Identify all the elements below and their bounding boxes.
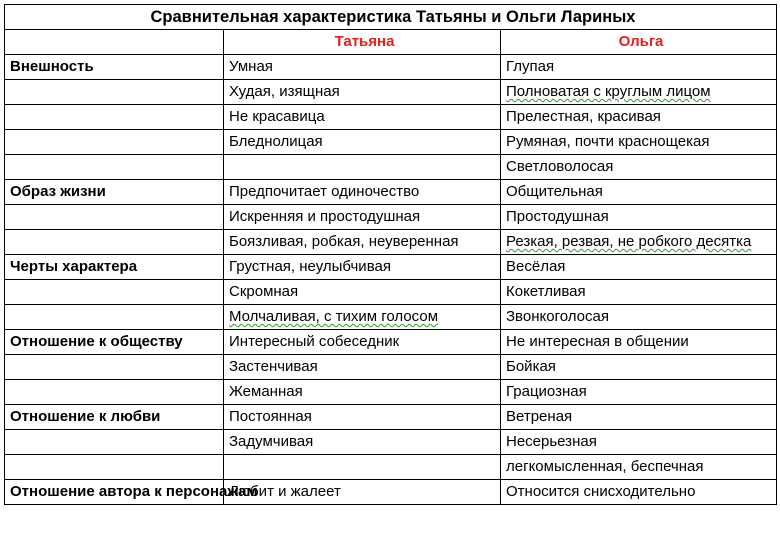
category-cell <box>5 430 224 455</box>
table-row <box>5 380 777 405</box>
olga-cell: легкомысленная, беспечная <box>501 455 777 480</box>
olga-cell <box>501 230 777 255</box>
tatyana-cell <box>224 155 501 180</box>
tatyana-cell: Любит и жалеет <box>224 480 501 505</box>
category-cell: Черты характера <box>5 255 224 280</box>
tatyana-cell: Не красавица <box>224 105 501 130</box>
category-cell: Образ жизни <box>5 180 224 205</box>
table-row <box>5 430 777 455</box>
table-row <box>5 305 777 330</box>
category-cell <box>5 205 224 230</box>
table-row <box>5 355 777 380</box>
category-cell <box>5 105 224 130</box>
category-cell: Отношение автора к персонажам <box>5 480 224 505</box>
header-tatyana: Татьяна <box>224 30 501 55</box>
tatyana-cell: Постоянная <box>224 405 501 430</box>
table-row <box>5 255 777 280</box>
olga-text: Резкая, резвая, не робкого десятка <box>506 233 752 250</box>
olga-cell: Грациозная <box>501 380 777 405</box>
category-cell <box>5 305 224 330</box>
tatyana-cell: Интересный собеседник <box>224 330 501 355</box>
tatyana-cell: Скромная <box>224 280 501 305</box>
table-row <box>5 105 777 130</box>
table-row <box>5 480 777 505</box>
tatyana-cell: Жеманная <box>224 380 501 405</box>
tatyana-text: Молчаливая, с тихим голосом <box>229 308 439 325</box>
olga-cell: Весёлая <box>501 255 777 280</box>
title-row <box>5 5 777 30</box>
tatyana-cell: Умная <box>224 55 501 80</box>
tatyana-cell: Задумчивая <box>224 430 501 455</box>
table-row <box>5 55 777 80</box>
olga-cell <box>501 80 777 105</box>
category-cell: Внешность <box>5 55 224 80</box>
olga-cell: Бойкая <box>501 355 777 380</box>
tatyana-cell: Искренняя и простодушная <box>224 205 501 230</box>
header-row <box>5 30 777 55</box>
table-row <box>5 230 777 255</box>
tatyana-cell: Предпочитает одиночество <box>224 180 501 205</box>
olga-cell: Ветреная <box>501 405 777 430</box>
category-cell <box>5 80 224 105</box>
olga-cell: Светловолосая <box>501 155 777 180</box>
table-title: Сравнительная характеристика Татьяны и Ольги Лариных <box>5 5 777 30</box>
table-row <box>5 405 777 430</box>
category-cell <box>5 355 224 380</box>
comparison-table <box>4 4 777 505</box>
table-row <box>5 180 777 205</box>
olga-cell: Глупая <box>501 55 777 80</box>
tatyana-cell: Грустная, неулыбчивая <box>224 255 501 280</box>
category-cell <box>5 280 224 305</box>
olga-text: Полноватая с круглым лицом <box>506 83 711 100</box>
category-cell <box>5 130 224 155</box>
table-row <box>5 130 777 155</box>
tatyana-cell: Худая, изящная <box>224 80 501 105</box>
category-cell <box>5 230 224 255</box>
olga-cell: Не интересная в общении <box>501 330 777 355</box>
table-row <box>5 205 777 230</box>
table-row <box>5 455 777 480</box>
category-cell: Отношение к обществу <box>5 330 224 355</box>
category-cell <box>5 155 224 180</box>
table-row <box>5 155 777 180</box>
olga-cell: Румяная, почти краснощекая <box>501 130 777 155</box>
tatyana-cell <box>224 455 501 480</box>
olga-cell: Несерьезная <box>501 430 777 455</box>
olga-cell: Простодушная <box>501 205 777 230</box>
table-row <box>5 280 777 305</box>
olga-cell: Кокетливая <box>501 280 777 305</box>
tatyana-cell: Бледнолицая <box>224 130 501 155</box>
table-row <box>5 330 777 355</box>
category-cell <box>5 455 224 480</box>
olga-cell: Звонкоголосая <box>501 305 777 330</box>
tatyana-cell <box>224 305 501 330</box>
olga-cell: Прелестная, красивая <box>501 105 777 130</box>
olga-cell: Относится снисходительно <box>501 480 777 505</box>
category-cell <box>5 380 224 405</box>
tatyana-cell: Боязливая, робкая, неуверенная <box>224 230 501 255</box>
table-row <box>5 80 777 105</box>
header-olga: Ольга <box>501 30 777 55</box>
header-category <box>5 30 224 55</box>
tatyana-cell: Застенчивая <box>224 355 501 380</box>
olga-cell: Общительная <box>501 180 777 205</box>
category-cell: Отношение к любви <box>5 405 224 430</box>
